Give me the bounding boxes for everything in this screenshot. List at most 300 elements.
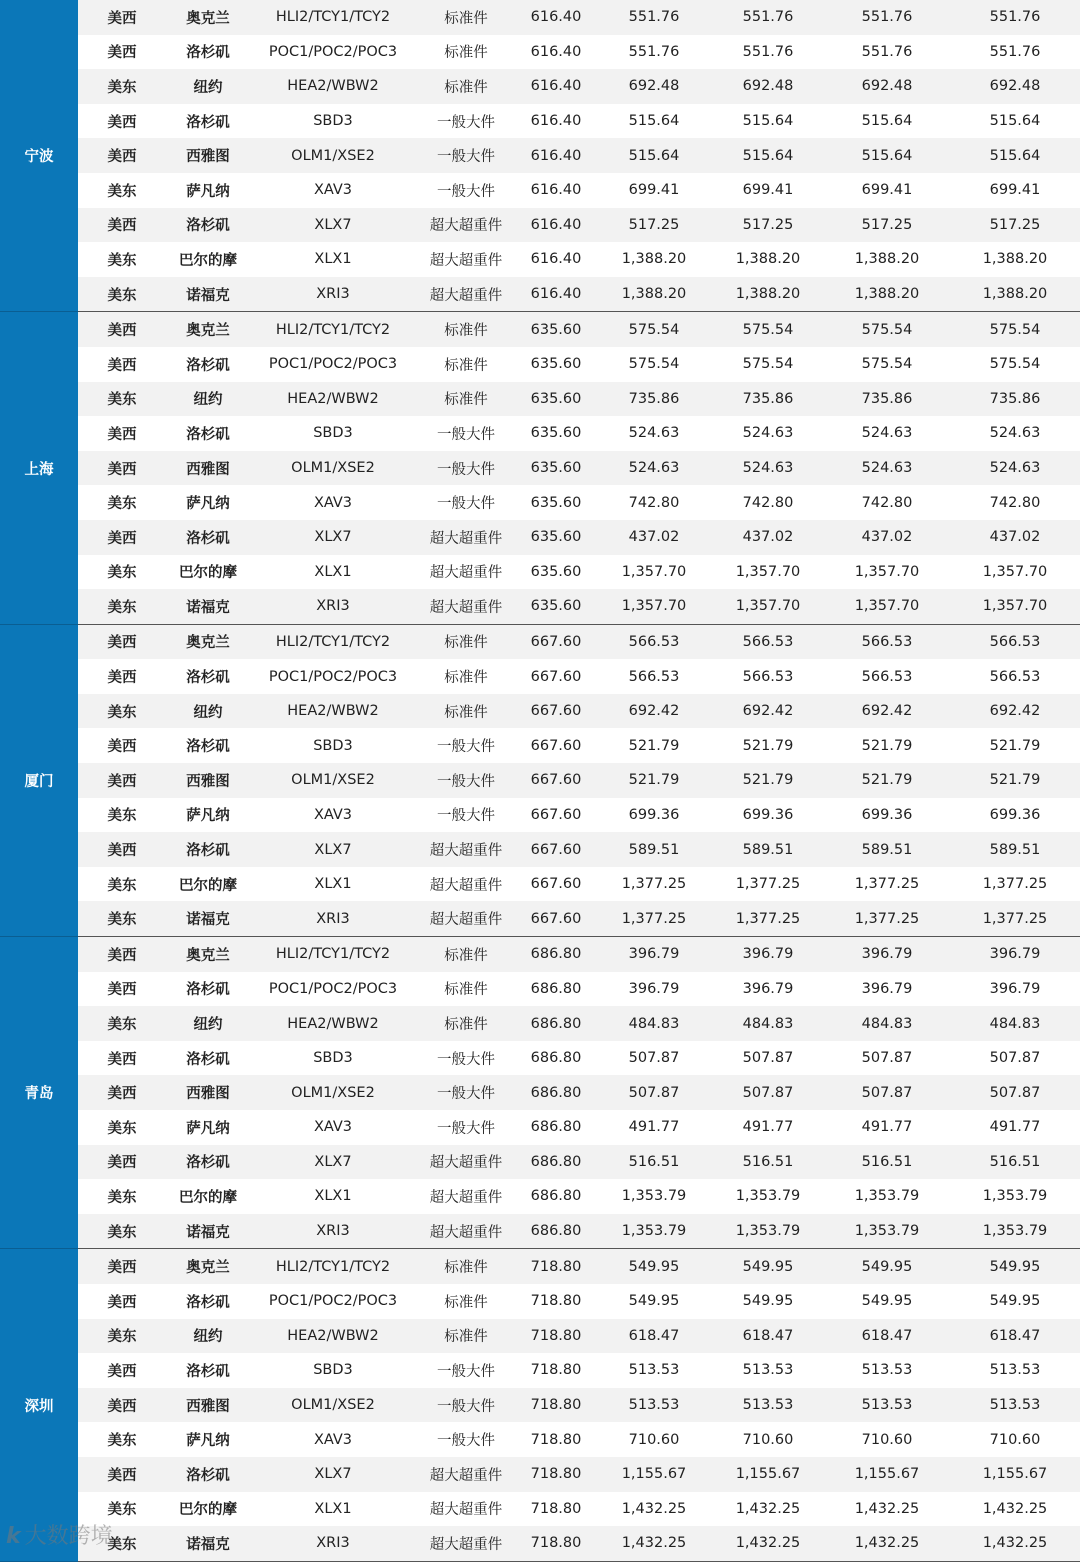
rate-4-cell: 1,432.25 [824,1492,950,1527]
table-row [0,208,1080,243]
region-cell: 美东 [78,1179,166,1214]
warehouse-code-cell: OLM1/XSE2 [250,1388,416,1423]
table-row [0,832,1080,867]
rate-3-cell: 1,377.25 [712,901,824,936]
rate-5-cell: 549.95 [950,1284,1080,1319]
table-row [0,69,1080,104]
rate-4-cell: 513.53 [824,1388,950,1423]
region-cell: 美东 [78,1319,166,1354]
city-cell: 奥克兰 [166,0,250,35]
warehouse-code-cell: XAV3 [250,1422,416,1457]
city-cell: 西雅图 [166,1075,250,1110]
city-cell: 纽约 [166,694,250,729]
rate-1-cell: 718.80 [516,1492,596,1527]
warehouse-code-cell: HEA2/WBW2 [250,1006,416,1041]
region-cell: 美西 [78,1075,166,1110]
rate-1-cell: 718.80 [516,1284,596,1319]
table-row [0,1284,1080,1319]
region-cell: 美西 [78,1353,166,1388]
rate-3-cell: 1,357.70 [712,555,824,590]
table-row [0,555,1080,590]
rate-5-cell: 742.80 [950,485,1080,520]
city-cell: 洛杉矶 [166,728,250,763]
city-cell: 萨凡纳 [166,485,250,520]
rate-3-cell: 515.64 [712,138,824,173]
rate-4-cell: 1,377.25 [824,901,950,936]
rate-1-cell: 635.60 [516,416,596,451]
warehouse-code-cell: XLX7 [250,1457,416,1492]
rate-2-cell: 437.02 [596,520,712,555]
region-cell: 美西 [78,937,166,972]
rate-1-cell: 635.60 [516,485,596,520]
rate-1-cell: 718.80 [516,1388,596,1423]
warehouse-code-cell: XRI3 [250,277,416,312]
cargo-type-cell: 标准件 [416,0,516,35]
rate-2-cell: 742.80 [596,485,712,520]
rate-3-cell: 517.25 [712,208,824,243]
region-cell: 美东 [78,1214,166,1249]
region-cell: 美西 [78,728,166,763]
rate-5-cell: 1,377.25 [950,867,1080,902]
rate-2-cell: 491.77 [596,1110,712,1145]
rate-4-cell: 699.36 [824,798,950,833]
cargo-type-cell: 一般大件 [416,1075,516,1110]
rate-5-cell: 692.42 [950,694,1080,729]
region-cell: 美东 [78,277,166,312]
rate-5-cell: 549.95 [950,1249,1080,1284]
region-cell: 美东 [78,173,166,208]
region-cell: 美东 [78,1110,166,1145]
rate-4-cell: 618.47 [824,1319,950,1354]
region-cell: 美西 [78,35,166,70]
rate-4-cell: 566.53 [824,624,950,659]
rate-1-cell: 686.80 [516,1006,596,1041]
region-cell: 美西 [78,972,166,1007]
region-cell: 美东 [78,867,166,902]
rate-2-cell: 524.63 [596,416,712,451]
rate-4-cell: 484.83 [824,1006,950,1041]
rate-1-cell: 686.80 [516,1145,596,1180]
table-row [0,1214,1080,1249]
rate-5-cell: 437.02 [950,520,1080,555]
city-cell: 诺福克 [166,589,250,624]
table-row [0,347,1080,382]
warehouse-code-cell: POC1/POC2/POC3 [250,1284,416,1319]
rate-1-cell: 667.60 [516,867,596,902]
rate-5-cell: 516.51 [950,1145,1080,1180]
region-cell: 美东 [78,242,166,277]
warehouse-code-cell: HLI2/TCY1/TCY2 [250,1249,416,1284]
watermark-text: 大数跨境 [24,1524,113,1549]
origin-port-cell: 厦门 [0,624,78,936]
rate-2-cell: 507.87 [596,1075,712,1110]
warehouse-code-cell: SBD3 [250,1353,416,1388]
rate-3-cell: 1,388.20 [712,242,824,277]
table-row [0,242,1080,277]
rate-5-cell: 1,377.25 [950,901,1080,936]
rate-2-cell: 516.51 [596,1145,712,1180]
city-cell: 巴尔的摩 [166,242,250,277]
warehouse-code-cell: XLX1 [250,867,416,902]
table-row [0,312,1080,347]
warehouse-code-cell: HLI2/TCY1/TCY2 [250,624,416,659]
city-cell: 萨凡纳 [166,798,250,833]
city-cell: 洛杉矶 [166,208,250,243]
cargo-type-cell: 一般大件 [416,1041,516,1076]
cargo-type-cell: 标准件 [416,1284,516,1319]
rate-3-cell: 396.79 [712,972,824,1007]
city-cell: 纽约 [166,1006,250,1041]
rate-5-cell: 515.64 [950,138,1080,173]
table-row [0,382,1080,417]
table-row [0,416,1080,451]
rate-1-cell: 616.40 [516,138,596,173]
rate-2-cell: 710.60 [596,1422,712,1457]
city-cell: 洛杉矶 [166,1041,250,1076]
rate-3-cell: 1,388.20 [712,277,824,312]
rate-1-cell: 686.80 [516,1214,596,1249]
cargo-type-cell: 超大超重件 [416,1492,516,1527]
rate-1-cell: 616.40 [516,277,596,312]
rate-3-cell: 396.79 [712,937,824,972]
rate-4-cell: 515.64 [824,138,950,173]
rate-4-cell: 437.02 [824,520,950,555]
rate-4-cell: 1,353.79 [824,1179,950,1214]
rate-4-cell: 589.51 [824,832,950,867]
rate-4-cell: 516.51 [824,1145,950,1180]
city-cell: 洛杉矶 [166,1284,250,1319]
warehouse-code-cell: SBD3 [250,728,416,763]
table-row [0,972,1080,1007]
rate-3-cell: 692.48 [712,69,824,104]
cargo-type-cell: 标准件 [416,1319,516,1354]
rate-1-cell: 686.80 [516,937,596,972]
cargo-type-cell: 超大超重件 [416,555,516,590]
cargo-type-cell: 超大超重件 [416,1457,516,1492]
rate-5-cell: 618.47 [950,1319,1080,1354]
warehouse-code-cell: OLM1/XSE2 [250,451,416,486]
rate-1-cell: 616.40 [516,35,596,70]
cargo-type-cell: 超大超重件 [416,832,516,867]
warehouse-code-cell: HLI2/TCY1/TCY2 [250,0,416,35]
rate-3-cell: 551.76 [712,0,824,35]
rate-1-cell: 667.60 [516,624,596,659]
rate-4-cell: 515.64 [824,104,950,139]
rate-1-cell: 635.60 [516,589,596,624]
rate-5-cell: 513.53 [950,1388,1080,1423]
rate-1-cell: 686.80 [516,1041,596,1076]
cargo-type-cell: 一般大件 [416,763,516,798]
table-row [0,589,1080,624]
rate-2-cell: 1,353.79 [596,1214,712,1249]
cargo-type-cell: 超大超重件 [416,1179,516,1214]
rate-2-cell: 1,357.70 [596,589,712,624]
rate-5-cell: 491.77 [950,1110,1080,1145]
city-cell: 纽约 [166,382,250,417]
rate-2-cell: 1,353.79 [596,1179,712,1214]
rate-3-cell: 507.87 [712,1041,824,1076]
rate-1-cell: 667.60 [516,763,596,798]
rate-1-cell: 635.60 [516,451,596,486]
rate-1-cell: 616.40 [516,104,596,139]
rate-4-cell: 742.80 [824,485,950,520]
region-cell: 美西 [78,347,166,382]
warehouse-code-cell: HLI2/TCY1/TCY2 [250,312,416,347]
rate-4-cell: 1,357.70 [824,555,950,590]
rate-2-cell: 1,432.25 [596,1492,712,1527]
rate-5-cell: 1,155.67 [950,1457,1080,1492]
region-cell: 美东 [78,555,166,590]
region-cell: 美东 [78,1492,166,1527]
region-cell: 美西 [78,1249,166,1284]
warehouse-code-cell: XLX7 [250,520,416,555]
cargo-type-cell: 超大超重件 [416,277,516,312]
cargo-type-cell: 超大超重件 [416,520,516,555]
cargo-type-cell: 一般大件 [416,1422,516,1457]
table-row [0,1006,1080,1041]
rate-4-cell: 575.54 [824,347,950,382]
cargo-type-cell: 超大超重件 [416,1214,516,1249]
rate-1-cell: 718.80 [516,1249,596,1284]
rate-2-cell: 551.76 [596,35,712,70]
table-row [0,659,1080,694]
rate-1-cell: 718.80 [516,1457,596,1492]
rate-2-cell: 1,377.25 [596,867,712,902]
rate-5-cell: 517.25 [950,208,1080,243]
rate-3-cell: 513.53 [712,1388,824,1423]
rate-2-cell: 566.53 [596,624,712,659]
warehouse-code-cell: HEA2/WBW2 [250,1319,416,1354]
warehouse-code-cell: XAV3 [250,485,416,520]
warehouse-code-cell: XLX7 [250,208,416,243]
rate-1-cell: 667.60 [516,728,596,763]
table-row [0,35,1080,70]
rate-2-cell: 1,388.20 [596,242,712,277]
warehouse-code-cell: XAV3 [250,173,416,208]
table-row [0,937,1080,972]
warehouse-code-cell: SBD3 [250,416,416,451]
cargo-type-cell: 标准件 [416,35,516,70]
city-cell: 诺福克 [166,277,250,312]
table-row [0,1145,1080,1180]
warehouse-code-cell: XRI3 [250,589,416,624]
rate-2-cell: 575.54 [596,347,712,382]
rate-3-cell: 710.60 [712,1422,824,1457]
rate-1-cell: 667.60 [516,659,596,694]
rate-1-cell: 635.60 [516,555,596,590]
rate-3-cell: 566.53 [712,624,824,659]
rate-2-cell: 735.86 [596,382,712,417]
rate-3-cell: 549.95 [712,1249,824,1284]
region-cell: 美西 [78,312,166,347]
city-cell: 萨凡纳 [166,1422,250,1457]
rate-3-cell: 699.41 [712,173,824,208]
rate-2-cell: 699.36 [596,798,712,833]
rate-4-cell: 549.95 [824,1249,950,1284]
rate-1-cell: 616.40 [516,208,596,243]
warehouse-code-cell: HEA2/WBW2 [250,69,416,104]
region-cell: 美西 [78,104,166,139]
cargo-type-cell: 超大超重件 [416,208,516,243]
rate-3-cell: 524.63 [712,451,824,486]
region-cell: 美东 [78,694,166,729]
warehouse-code-cell: OLM1/XSE2 [250,763,416,798]
region-cell: 美西 [78,0,166,35]
table-row [0,0,1080,35]
rate-1-cell: 718.80 [516,1422,596,1457]
region-cell: 美西 [78,832,166,867]
rate-3-cell: 507.87 [712,1075,824,1110]
rate-5-cell: 692.48 [950,69,1080,104]
city-cell: 西雅图 [166,763,250,798]
city-cell: 巴尔的摩 [166,555,250,590]
table-row [0,104,1080,139]
cargo-type-cell: 标准件 [416,69,516,104]
rate-2-cell: 507.87 [596,1041,712,1076]
rate-2-cell: 1,357.70 [596,555,712,590]
rate-4-cell: 524.63 [824,451,950,486]
rate-3-cell: 1,377.25 [712,867,824,902]
table-row [0,763,1080,798]
rate-1-cell: 718.80 [516,1353,596,1388]
rate-1-cell: 635.60 [516,312,596,347]
table-row [0,277,1080,312]
rate-2-cell: 692.48 [596,69,712,104]
city-cell: 诺福克 [166,901,250,936]
city-cell: 纽约 [166,69,250,104]
city-cell: 西雅图 [166,451,250,486]
city-cell: 萨凡纳 [166,173,250,208]
rate-1-cell: 635.60 [516,520,596,555]
rate-4-cell: 521.79 [824,728,950,763]
rate-4-cell: 1,155.67 [824,1457,950,1492]
cargo-type-cell: 一般大件 [416,798,516,833]
city-cell: 洛杉矶 [166,35,250,70]
region-cell: 美西 [78,138,166,173]
rate-5-cell: 551.76 [950,35,1080,70]
city-cell: 诺福克 [166,1526,250,1561]
warehouse-code-cell: XLX1 [250,1179,416,1214]
rate-3-cell: 549.95 [712,1284,824,1319]
region-cell: 美东 [78,901,166,936]
region-cell: 美西 [78,451,166,486]
city-cell: 洛杉矶 [166,972,250,1007]
region-cell: 美东 [78,485,166,520]
region-cell: 美西 [78,208,166,243]
rate-4-cell: 692.48 [824,69,950,104]
rate-5-cell: 699.36 [950,798,1080,833]
rate-5-cell: 1,432.25 [950,1526,1080,1561]
table-row [0,1422,1080,1457]
rate-4-cell: 710.60 [824,1422,950,1457]
table-row [0,1353,1080,1388]
city-cell: 奥克兰 [166,312,250,347]
rate-2-cell: 396.79 [596,972,712,1007]
cargo-type-cell: 一般大件 [416,138,516,173]
rate-4-cell: 1,388.20 [824,242,950,277]
rate-3-cell: 575.54 [712,347,824,382]
region-cell: 美西 [78,1145,166,1180]
rate-3-cell: 1,353.79 [712,1179,824,1214]
cargo-type-cell: 一般大件 [416,1353,516,1388]
rate-3-cell: 437.02 [712,520,824,555]
warehouse-code-cell: POC1/POC2/POC3 [250,347,416,382]
rate-5-cell: 507.87 [950,1075,1080,1110]
rate-1-cell: 686.80 [516,1075,596,1110]
region-cell: 美西 [78,1284,166,1319]
rate-3-cell: 521.79 [712,763,824,798]
rate-4-cell: 1,388.20 [824,277,950,312]
rate-4-cell: 513.53 [824,1353,950,1388]
rate-1-cell: 686.80 [516,1179,596,1214]
table-row [0,694,1080,729]
rate-2-cell: 551.76 [596,0,712,35]
city-cell: 洛杉矶 [166,520,250,555]
rate-4-cell: 1,432.25 [824,1526,950,1561]
cargo-type-cell: 标准件 [416,694,516,729]
rate-1-cell: 616.40 [516,242,596,277]
rate-5-cell: 710.60 [950,1422,1080,1457]
cargo-type-cell: 一般大件 [416,485,516,520]
rate-5-cell: 524.63 [950,416,1080,451]
city-cell: 洛杉矶 [166,1353,250,1388]
rate-4-cell: 551.76 [824,0,950,35]
city-cell: 奥克兰 [166,937,250,972]
table-row [0,173,1080,208]
rate-5-cell: 396.79 [950,937,1080,972]
cargo-type-cell: 超大超重件 [416,1145,516,1180]
city-cell: 洛杉矶 [166,416,250,451]
warehouse-code-cell: POC1/POC2/POC3 [250,659,416,694]
region-cell: 美东 [78,382,166,417]
rate-4-cell: 575.54 [824,312,950,347]
cargo-type-cell: 超大超重件 [416,242,516,277]
warehouse-code-cell: XAV3 [250,1110,416,1145]
rate-2-cell: 589.51 [596,832,712,867]
rate-4-cell: 491.77 [824,1110,950,1145]
rate-3-cell: 589.51 [712,832,824,867]
region-cell: 美东 [78,69,166,104]
cargo-type-cell: 标准件 [416,937,516,972]
city-cell: 洛杉矶 [166,1457,250,1492]
rate-3-cell: 735.86 [712,382,824,417]
cargo-type-cell: 一般大件 [416,173,516,208]
region-cell: 美东 [78,798,166,833]
rate-1-cell: 667.60 [516,798,596,833]
rate-5-cell: 735.86 [950,382,1080,417]
rate-3-cell: 699.36 [712,798,824,833]
region-cell: 美东 [78,1526,166,1561]
origin-port-cell: 上海 [0,312,78,624]
rate-5-cell: 521.79 [950,763,1080,798]
region-cell: 美西 [78,1041,166,1076]
rate-4-cell: 551.76 [824,35,950,70]
cargo-type-cell: 一般大件 [416,104,516,139]
rate-4-cell: 699.41 [824,173,950,208]
table-row [0,1388,1080,1423]
city-cell: 萨凡纳 [166,1110,250,1145]
cargo-type-cell: 标准件 [416,347,516,382]
table-row [0,451,1080,486]
rate-4-cell: 692.42 [824,694,950,729]
rate-1-cell: 667.60 [516,694,596,729]
cargo-type-cell: 超大超重件 [416,1526,516,1561]
city-cell: 巴尔的摩 [166,867,250,902]
city-cell: 洛杉矶 [166,832,250,867]
city-cell: 奥克兰 [166,1249,250,1284]
warehouse-code-cell: OLM1/XSE2 [250,138,416,173]
table-row [0,901,1080,936]
